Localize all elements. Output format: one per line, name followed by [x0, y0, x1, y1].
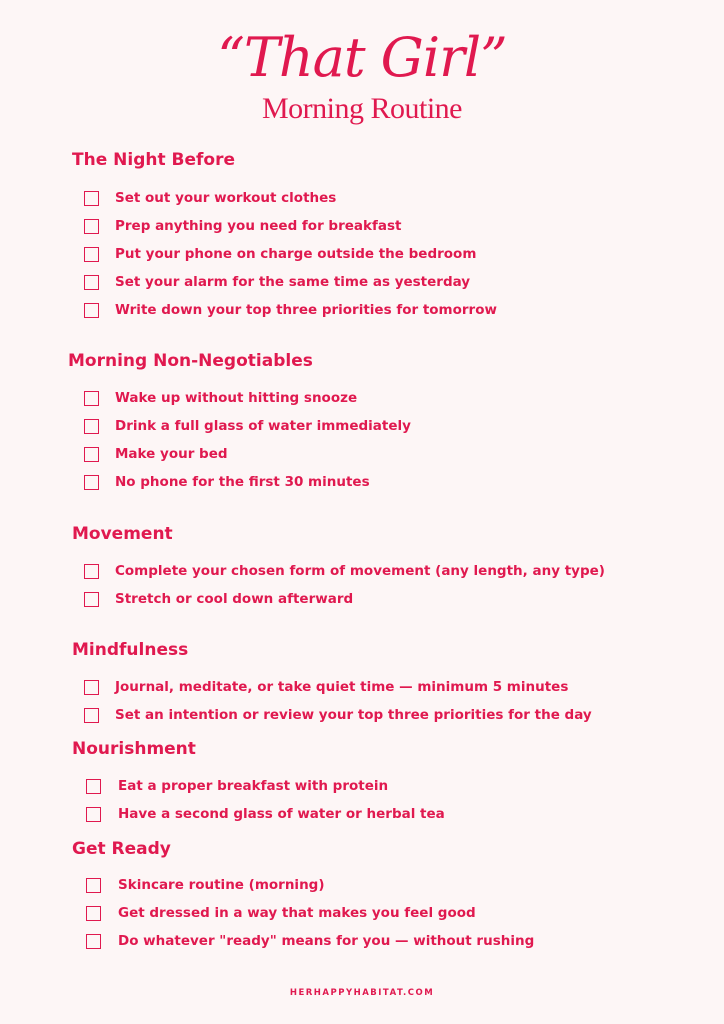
- checkbox[interactable]: [84, 564, 99, 579]
- item-label: Get dressed in a way that makes you feel good: [118, 905, 476, 921]
- item-label: Make your bed: [115, 446, 228, 462]
- checklist-item[interactable]: [0, 931, 724, 955]
- checkbox[interactable]: [84, 708, 99, 723]
- section-heading: Mindfulness: [72, 640, 189, 660]
- checkbox[interactable]: [84, 191, 99, 206]
- checklist-item[interactable]: [0, 416, 724, 440]
- checkbox[interactable]: [84, 219, 99, 234]
- checklist-item[interactable]: [0, 776, 724, 800]
- checklist-item[interactable]: [0, 804, 724, 828]
- checklist-item[interactable]: [0, 444, 724, 468]
- checkbox[interactable]: [84, 447, 99, 462]
- checklist-item[interactable]: [0, 188, 724, 212]
- checklist-item[interactable]: [0, 472, 724, 496]
- checklist-item[interactable]: [0, 216, 724, 240]
- checkbox[interactable]: [86, 878, 101, 893]
- checklist-item[interactable]: [0, 875, 724, 899]
- checklist-item[interactable]: [0, 677, 724, 701]
- item-label: No phone for the first 30 minutes: [115, 474, 370, 490]
- item-label: Put your phone on charge outside the bedroom: [115, 246, 477, 262]
- item-label: Eat a proper breakfast with protein: [118, 778, 389, 794]
- checklist-item[interactable]: [0, 244, 724, 268]
- item-label: Skincare routine (morning): [118, 877, 325, 893]
- checkbox[interactable]: [84, 419, 99, 434]
- item-label: Drink a full glass of water immediately: [115, 418, 411, 434]
- checkbox[interactable]: [86, 779, 101, 794]
- section-heading: Nourishment: [72, 739, 196, 759]
- checkbox[interactable]: [84, 247, 99, 262]
- checklist-item[interactable]: [0, 589, 724, 613]
- item-label: Journal, meditate, or take quiet time — minimum 5 minutes: [115, 679, 569, 695]
- checklist-item[interactable]: [0, 561, 724, 585]
- title-block: [0, 28, 724, 126]
- item-label: Set your alarm for the same time as yesterday: [115, 274, 471, 290]
- item-label: Have a second glass of water or herbal tea: [118, 806, 445, 822]
- item-label: Stretch or cool down afterward: [115, 591, 354, 607]
- item-label: Wake up without hitting snooze: [115, 390, 358, 406]
- section-heading: The Night Before: [72, 150, 235, 170]
- section-heading: Morning Non-Negotiables: [68, 351, 313, 371]
- checklist-item[interactable]: [0, 705, 724, 729]
- footer-website: HERHAPPYHABITAT.COM: [289, 988, 435, 998]
- section-heading: Get Ready: [72, 839, 171, 859]
- item-label: Write down your top three priorities for tomorrow: [115, 302, 497, 318]
- checklist-item[interactable]: [0, 272, 724, 296]
- checkbox[interactable]: [84, 680, 99, 695]
- checkbox[interactable]: [84, 391, 99, 406]
- item-label: Do whatever "ready" means for you — without rushing: [118, 933, 535, 949]
- item-label: Set an intention or review your top three priorities for the day: [115, 707, 592, 723]
- checklist-item[interactable]: [0, 300, 724, 324]
- section-heading: Movement: [72, 524, 173, 544]
- checkbox[interactable]: [84, 475, 99, 490]
- item-label: Set out your workout clothes: [115, 190, 337, 206]
- checkbox[interactable]: [84, 592, 99, 607]
- checkbox[interactable]: [86, 934, 101, 949]
- checkbox[interactable]: [84, 275, 99, 290]
- script-title: “That Girl”: [217, 26, 507, 89]
- checkbox[interactable]: [84, 303, 99, 318]
- item-label: Complete your chosen form of movement (any length, any type): [115, 563, 605, 579]
- checklist-item[interactable]: [0, 903, 724, 927]
- checkbox[interactable]: [86, 807, 101, 822]
- checklist-item[interactable]: [0, 388, 724, 412]
- item-label: Prep anything you need for breakfast: [115, 218, 402, 234]
- checkbox[interactable]: [86, 906, 101, 921]
- subtitle: Morning Routine: [262, 92, 462, 125]
